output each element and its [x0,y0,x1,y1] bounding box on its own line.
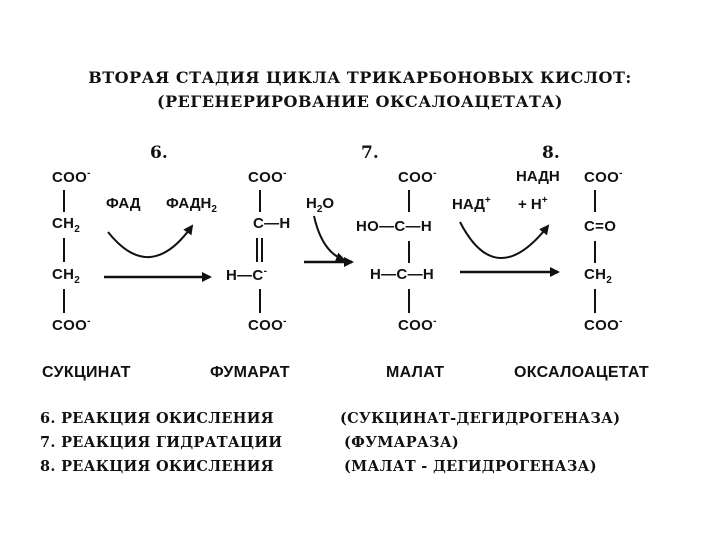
curve-fad-fadh2 [108,226,192,257]
cofactor-nadh: НАДН [516,168,560,185]
malate-bond-1 [408,190,410,212]
curve-nad-nadh [460,222,548,258]
oxaloacetate-bond-3 [594,289,596,313]
name-succinate: СУКЦИНАТ [42,364,131,381]
page-title: ВТОРАЯ СТАДИЯ ЦИКЛА ТРИКАРБОНОВЫХ КИСЛОТ: [88,68,632,87]
malate-coo-bottom: COO- [398,316,437,334]
fumarate-coo-bottom: COO- [248,316,287,334]
fumarate-c-h: C—H [253,215,291,232]
curve-water [314,216,344,260]
oxaloacetate-c-o: C=O [584,218,617,235]
malate-bond-2 [408,241,410,263]
succinate-bond-2 [63,238,65,262]
cofactor-water: $Н_2О$ [306,195,335,215]
name-malate: МАЛАТ [386,364,445,381]
succinate-ch2-a: $CH_2$ [52,215,81,235]
name-oxaloacetate: ОКСАЛОАЦЕТАТ [514,364,649,381]
succinate-ch2-b: $CH_2$ [52,266,81,286]
malate-bond-3 [408,289,410,313]
step-number-8: 8. [542,143,560,163]
malate-h-c-h: H—C—H [370,266,434,283]
oxaloacetate-bond-2 [594,241,596,263]
step-number-6: 6. [150,143,168,163]
cofactor-fadh2: $ФАДН_2$ [166,195,217,215]
reaction-7-label: 7. РЕАКЦИЯ ГИДРАТАЦИИ [40,434,283,451]
succinate-bond-3 [63,289,65,313]
malate-ho-c-h: HO—C—H [356,218,432,235]
reaction-6-label: 6. РЕАКЦИЯ ОКИСЛЕНИЯ [40,410,274,427]
step-number-7: 7. [361,143,379,163]
cofactor-h-plus: + Н+ [518,195,548,213]
cofactor-fad: ФАД [106,195,141,212]
oxaloacetate-bond-1 [594,190,596,212]
malate-coo-top: COO- [398,168,437,186]
fumarate-h-c: H—C- [226,266,268,284]
fumarate-bond-3 [259,289,261,313]
succinate-coo-bottom: COO- [52,316,91,334]
fumarate-bond-1 [259,190,261,212]
reaction-8-label: 8. РЕАКЦИЯ ОКИСЛЕНИЯ [40,458,274,475]
fumarate-coo-top: COO- [248,168,287,186]
page-subtitle: (РЕГЕНЕРИРОВАНИЕ ОКСАЛОАЦЕТАТА) [157,92,563,111]
cofactor-nad: НАД+ [452,195,491,213]
oxaloacetate-ch2: $CH_2$ [584,266,613,286]
reaction-6-enzyme: (СУКЦИНАТ-ДЕГИДРОГЕНАЗА) [340,410,621,427]
succinate-coo-top: COO- [52,168,91,186]
succinate-bond-1 [63,190,65,212]
reaction-8-enzyme: (МАЛАТ - ДЕГИДРОГЕНАЗА) [344,458,597,475]
reaction-7-enzyme: (ФУМАРАЗА) [344,434,460,451]
oxaloacetate-coo-top: COO- [584,168,623,186]
oxaloacetate-coo-bottom: COO- [584,316,623,334]
name-fumarate: ФУМАРАТ [210,364,290,381]
